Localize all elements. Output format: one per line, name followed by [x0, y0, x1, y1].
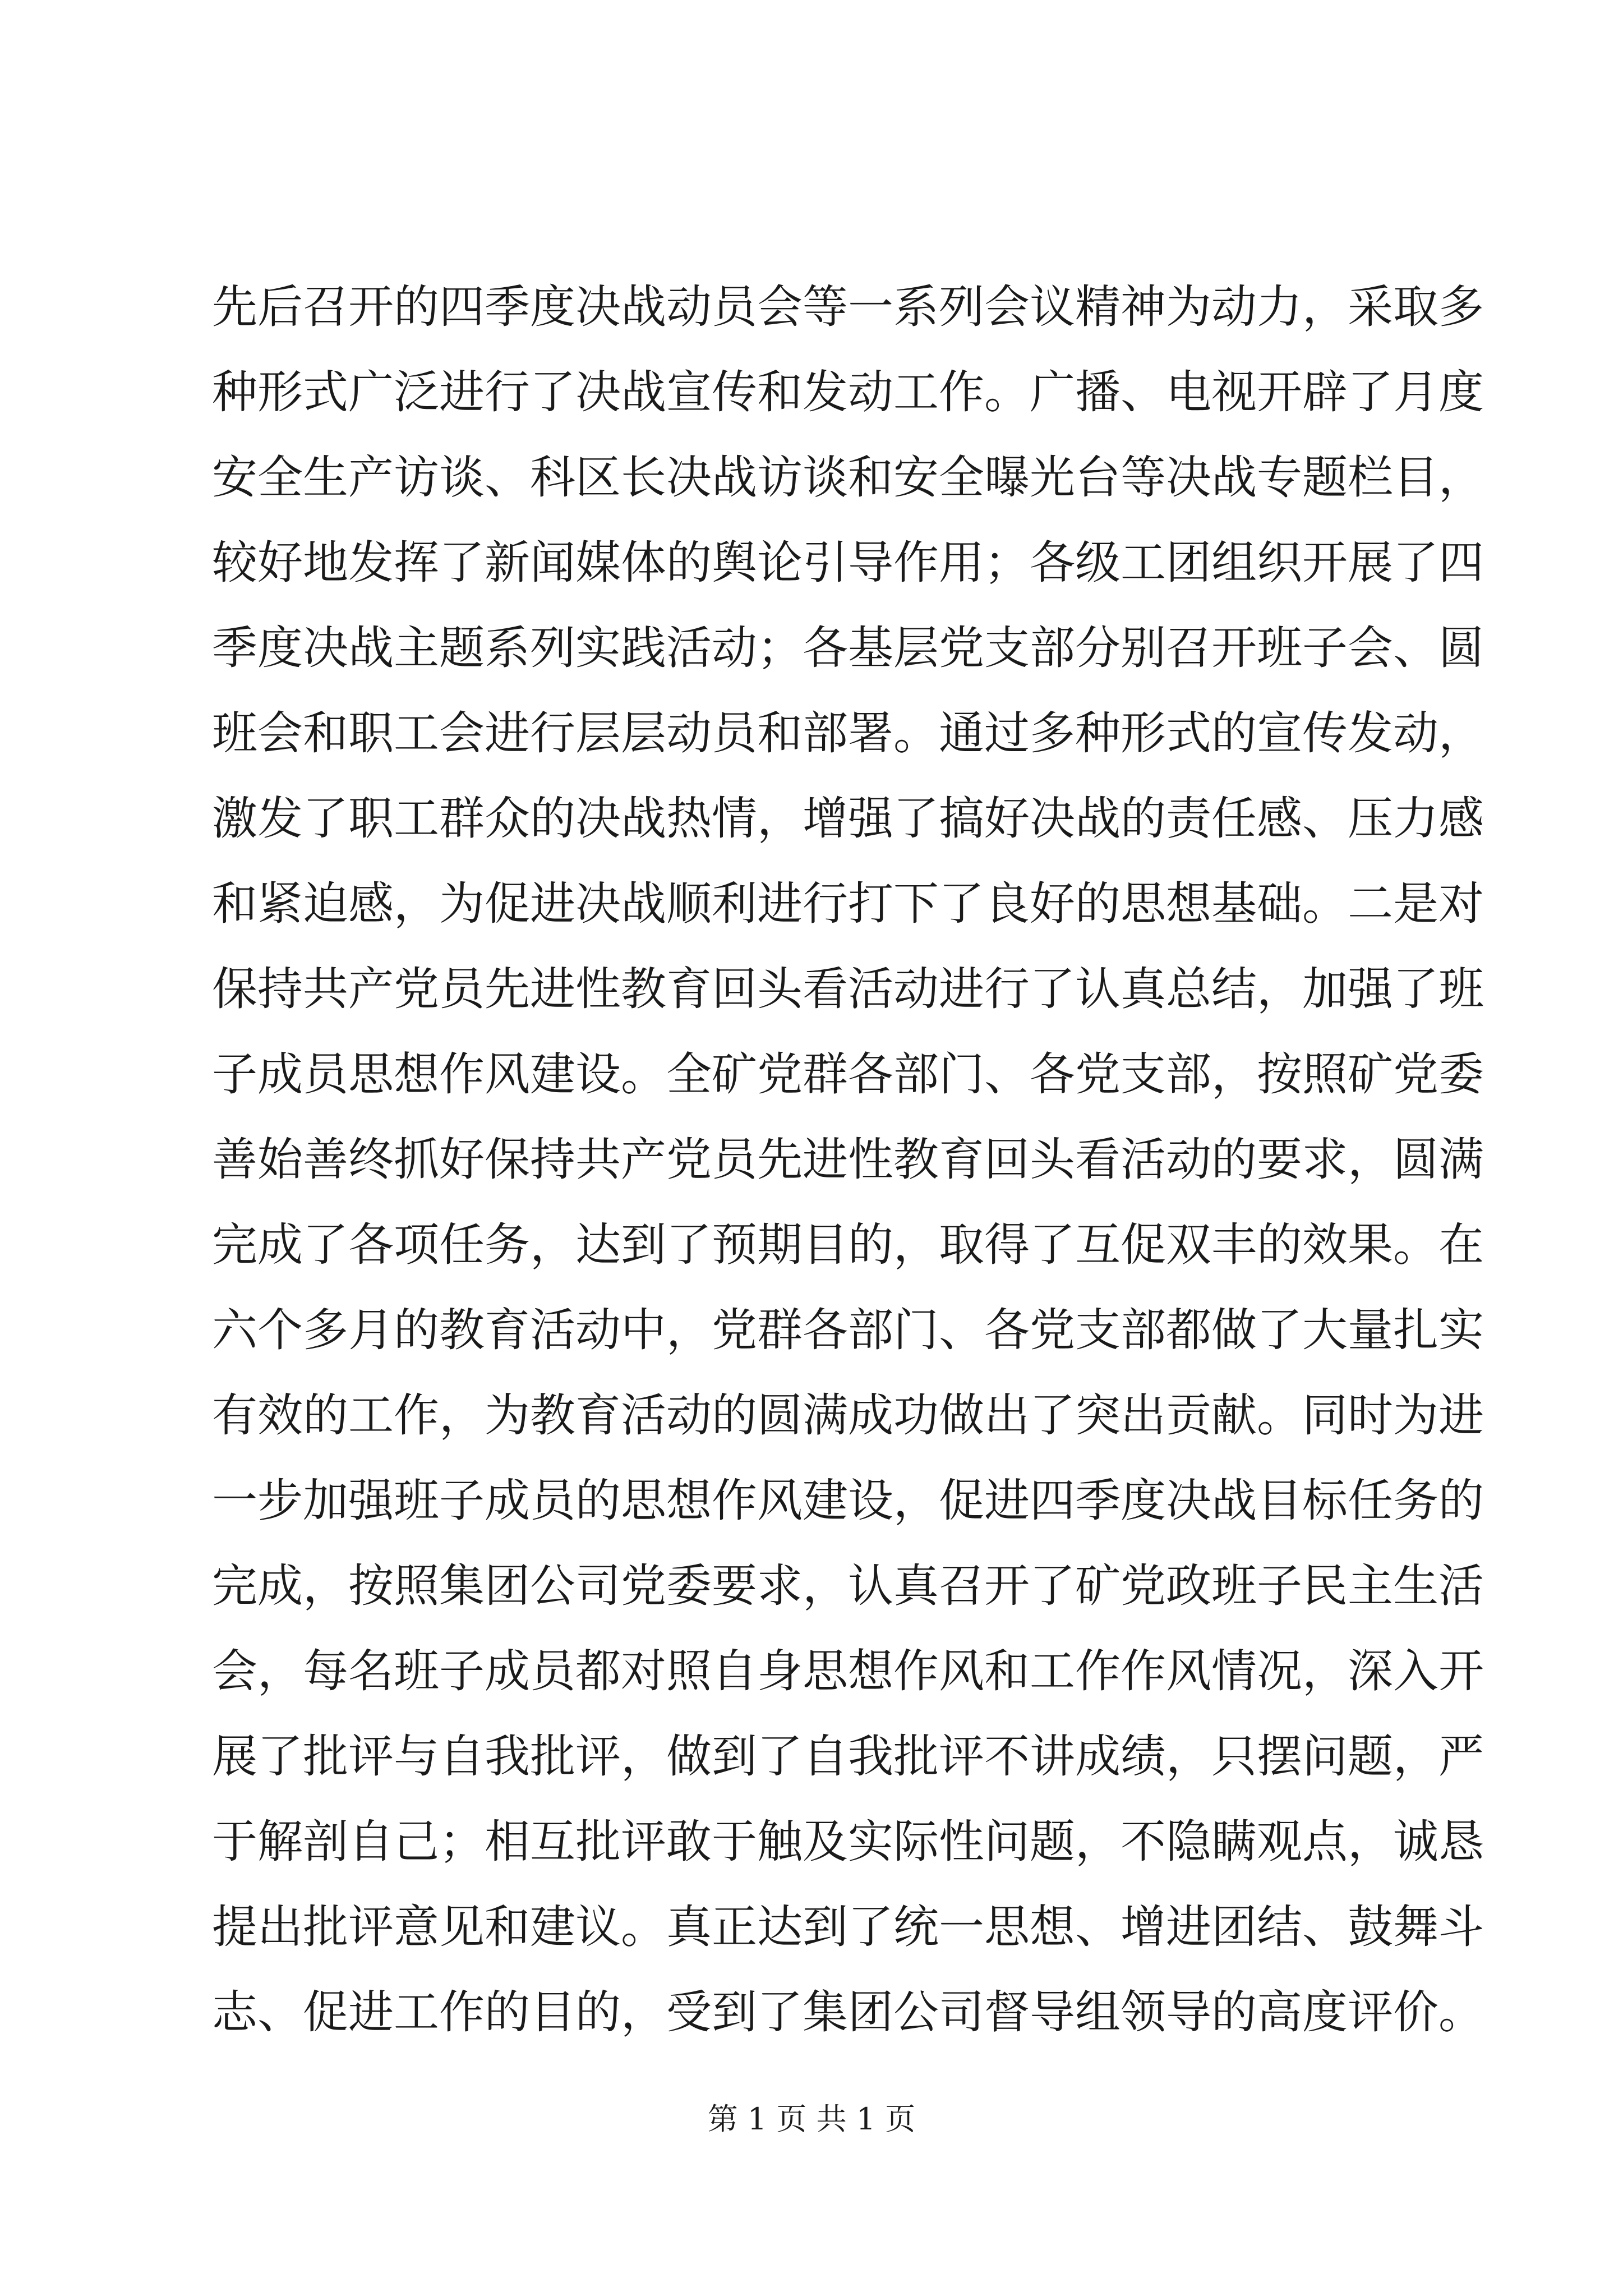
text-line: 较好地发挥了新闻媒体的舆论引导作用；各级工团组织开展了四: [212, 537, 1484, 590]
body-paragraph: [212, 265, 1484, 2055]
text-line: 季度决战主题系列实践活动；各基层党支部分别召开班子会、圆: [212, 622, 1484, 675]
text-line: 完成了各项任务，达到了预期目的，取得了互促双丰的效果。在: [212, 1219, 1484, 1272]
text-line: 一步加强班子成员的思想作风建设，促进四季度决战目标任务的: [212, 1475, 1484, 1527]
text-line: 和紧迫感，为促进决战顺利进行打下了良好的思想基础。二是对: [212, 878, 1484, 931]
text-line: 有效的工作，为教育活动的圆满成功做出了突出贡献。同时为进: [212, 1389, 1484, 1442]
text-line: 会，每名班子成员都对照自身思想作风和工作作风情况，深入开: [212, 1645, 1484, 1698]
text-line: 展了批评与自我批评，做到了自我批评不讲成绩，只摆问题，严: [212, 1731, 1484, 1783]
text-line: 安全生产访谈、科区长决战访谈和安全曝光台等决战专题栏目，: [212, 452, 1484, 504]
text-line: 善始善终抓好保持共产党员先进性教育回头看活动的要求，圆满: [212, 1134, 1484, 1186]
text-line: 提出批评意见和建议。真正达到了统一思想、增进团结、鼓舞斗: [212, 1901, 1484, 1954]
text-line: 完成，按照集团公司党委要求，认真召开了矿党政班子民主生活: [212, 1560, 1484, 1613]
text-line: 先后召开的四季度决战动员会等一系列会议精神为动力，采取多: [212, 281, 1484, 334]
text-line: 种形式广泛进行了决战宣传和发动工作。广播、电视开辟了月度: [212, 366, 1484, 419]
text-line: 于解剖自己；相互批评敢于触及实际性问题，不隐瞒观点，诚恳: [212, 1816, 1484, 1869]
text-line: 六个多月的教育活动中，党群各部门、各党支部都做了大量扎实: [212, 1304, 1484, 1357]
page-footer: 第 1 页 共 1 页: [707, 2101, 916, 2137]
text-line: 激发了职工群众的决战热情，增强了搞好决战的责任感、压力感: [212, 793, 1484, 845]
text-line: 保持共产党员先进性教育回头看活动进行了认真总结，加强了班: [212, 963, 1484, 1016]
text-line: 志、促进工作的目的，受到了集团公司督导组领导的高度评价。: [212, 1986, 1484, 2039]
text-line: 子成员思想作风建设。全矿党群各部门、各党支部，按照矿党委: [212, 1048, 1484, 1101]
text-line: 班会和职工会进行层层动员和部署。通过多种形式的宣传发动，: [212, 707, 1484, 760]
